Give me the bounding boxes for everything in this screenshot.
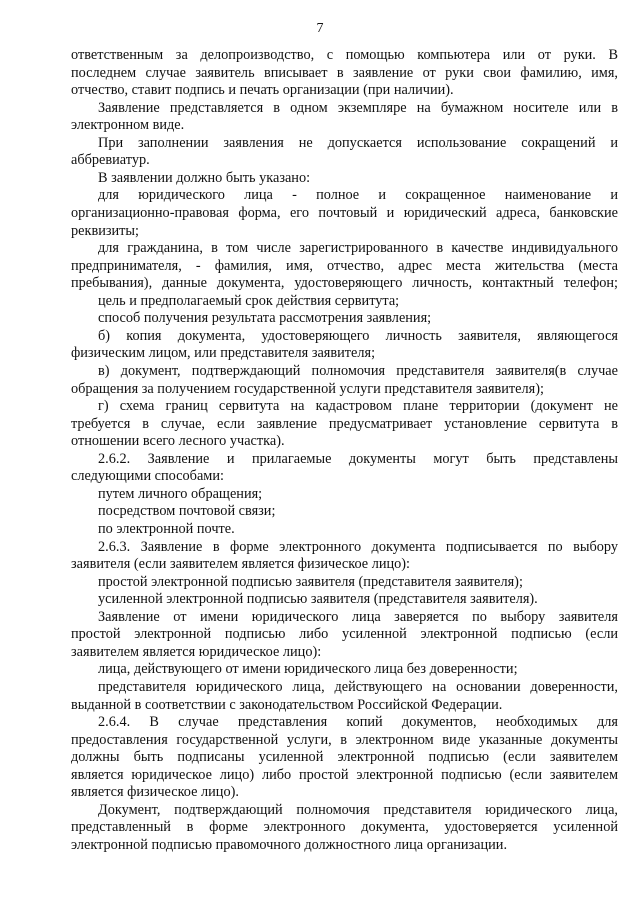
- page-number: 7: [316, 21, 324, 36]
- text-line: пребывания), данные документа, удостоверяющего личность, контактный телефон;: [71, 275, 618, 292]
- text-line: В заявлении должно быть указано:: [98, 169, 311, 186]
- text-line: электронном виде.: [71, 117, 185, 134]
- text-line: представителя юридического лица, действующего на основании доверенности,: [98, 679, 618, 695]
- text-line: требуется в случае, если заявление предусматривает установление сервитута в: [71, 415, 618, 432]
- text-line: 2.6.3. Заявление в форме электронного документа подписывается по выбору: [98, 538, 618, 555]
- text-line: При заполнении заявления не допускается использование сокращений и: [98, 134, 618, 151]
- text-line: предоставления государственной услуги, в электронном виде указанные документы: [71, 731, 618, 748]
- text-line: г) схема границ сервитута на кадастровом плане территории (документ не: [98, 398, 618, 415]
- text-line: отношении всего лесного участка).: [71, 433, 285, 450]
- text-line: заявителем является юридическое лицо):: [71, 643, 322, 660]
- text-line: реквизиты;: [71, 222, 139, 239]
- text-line: для гражданина, в том числе зарегистрированного в качестве индивидуального: [98, 240, 618, 257]
- text-line: является физическое лицо).: [71, 784, 239, 801]
- text-line: является юридическое лицо) либо простой электронной подписью (если заявителем: [71, 766, 618, 783]
- text-line: путем личного обращения;: [98, 485, 263, 502]
- text-line: способ получения результата рассмотрения заявления;: [98, 310, 432, 327]
- text-line: аббревиатур.: [71, 152, 150, 169]
- text-line: предпринимателя, - фамилия, имя, отчество, адрес места жительства (места: [71, 257, 618, 274]
- text-line: посредством почтовой связи;: [98, 503, 276, 520]
- text-line: Заявление представляется в одном экземпляре на бумажном носителе или в: [98, 99, 618, 116]
- text-line: электронной подписью правомочного должностного лица организации.: [71, 837, 508, 853]
- text-line: простой электронной подписью заявителя (представителя заявителя);: [98, 573, 523, 590]
- text-line: следующими способами:: [71, 468, 224, 485]
- text-line: обращения за получением государственной услуги представителя заявителя);: [71, 380, 544, 397]
- text-line: последнем случае заявитель вписывает в заявление от руки свои фамилию, имя,: [71, 64, 618, 81]
- text-line: лица, действующего от имени юридического лица без доверенности;: [98, 661, 518, 678]
- text-line: цель и предполагаемый срок действия сервитута;: [98, 292, 400, 309]
- text-line: б) копия документа, удостоверяющего личность заявителя, являющегося: [98, 327, 618, 344]
- text-line: заявителя (если заявителем является физическое лицо):: [71, 556, 411, 573]
- text-line: Документ, подтверждающий полномочия представителя юридического лица,: [98, 801, 618, 818]
- text-line: Заявление от имени юридического лица заверяется по выбору заявителя: [98, 608, 618, 625]
- text-line: выданной в соответствии с законодательством Российской Федерации.: [71, 696, 503, 713]
- text-line: 2.6.4. В случае представления копий документов, необходимых для: [98, 714, 618, 731]
- text-line: для юридического лица - полное и сокращенное наименование и: [98, 187, 618, 204]
- text-line: отчество, ставит подпись и печать организации (при наличии).: [71, 82, 454, 99]
- text-line: усиленной электронной подписью заявителя (представителя заявителя).: [98, 591, 538, 608]
- text-line: 2.6.2. Заявление и прилагаемые документы могут быть представлены: [98, 450, 618, 467]
- text-line: должны быть подписаны усиленной электронной подписью (если заявителем: [71, 749, 618, 766]
- text-line: по электронной почте.: [98, 521, 235, 537]
- text-line: физическим лицом, или представителя заявителя;: [71, 345, 376, 362]
- text-line: ответственным за делопроизводство, с помощью компьютера или от руки. В: [71, 47, 618, 63]
- text-line: простой электронной подписью либо усиленной электронной подписью (если: [71, 626, 618, 643]
- text-line: в) документ, подтверждающий полномочия представителя заявителя(в случае: [98, 363, 618, 379]
- text-line: представленный в форме электронного документа, удостоверяется усиленной: [71, 819, 618, 836]
- text-line: организационно-правовая форма, его почтовый и юридический адреса, банковские: [71, 205, 618, 221]
